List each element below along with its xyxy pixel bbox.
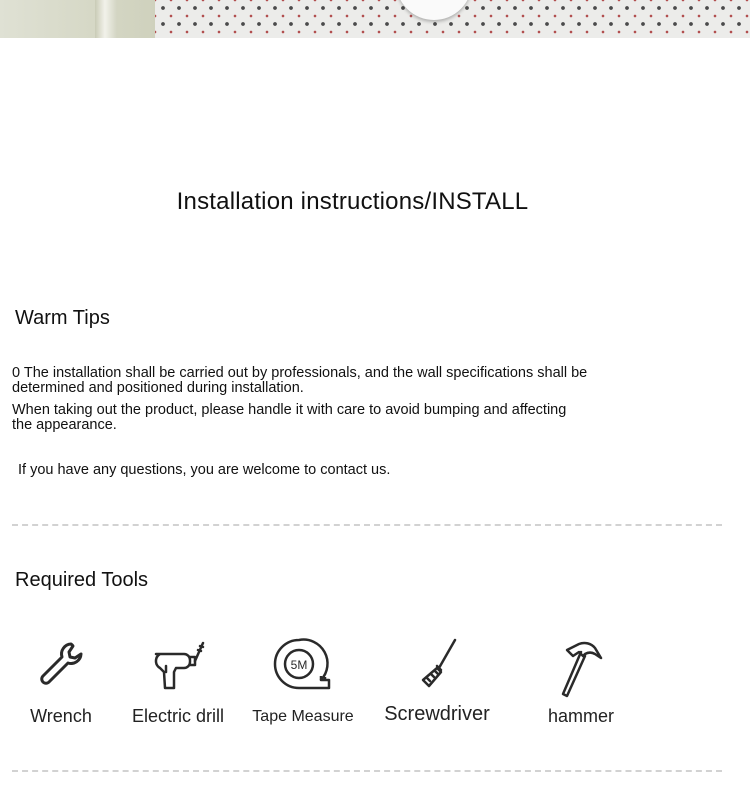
section-divider: [12, 524, 722, 526]
tool-label-tape-measure: Tape Measure: [252, 708, 354, 725]
tip-item-contact-us: If you have any questions, you are welcome to contact us.: [18, 462, 391, 478]
tape-measure-icon-text: 5M: [290, 658, 308, 672]
tip-item-professional-install: 0 The installation shall be carried out by professionals, and the wall specifications shall be determined and positioned during installation.: [12, 365, 588, 396]
page-title: Installation instructions/INSTALL: [176, 188, 529, 215]
warm-tips-heading: Warm Tips: [15, 307, 110, 329]
tool-label-wrench: Wrench: [30, 706, 92, 726]
tape-measure-icon: [271, 636, 335, 692]
wall-area: [0, 0, 155, 38]
hammer-icon: [553, 636, 609, 698]
electric-drill-icon: [148, 636, 208, 692]
tool-electric-drill: [108, 636, 248, 726]
tool-label-screwdriver: Screwdriver: [384, 703, 490, 725]
screwdriver-icon: [409, 636, 465, 692]
required-tools-heading: Required Tools: [15, 569, 149, 591]
tool-screwdriver: [367, 636, 507, 725]
product-photo-strip: [0, 0, 750, 38]
door-jamb: [95, 0, 117, 38]
tool-label-hammer: hammer: [547, 706, 614, 726]
tool-hammer: [511, 636, 651, 726]
section-divider-bottom: [12, 770, 722, 772]
tip-item-handle-with-care: When taking out the product, please handle it with care to avoid bumping and affecting the appearance.: [12, 402, 567, 433]
tool-label-electric-drill: Electric drill: [131, 706, 224, 726]
tool-tape-measure: [233, 636, 373, 725]
wrench-icon: [33, 636, 89, 692]
